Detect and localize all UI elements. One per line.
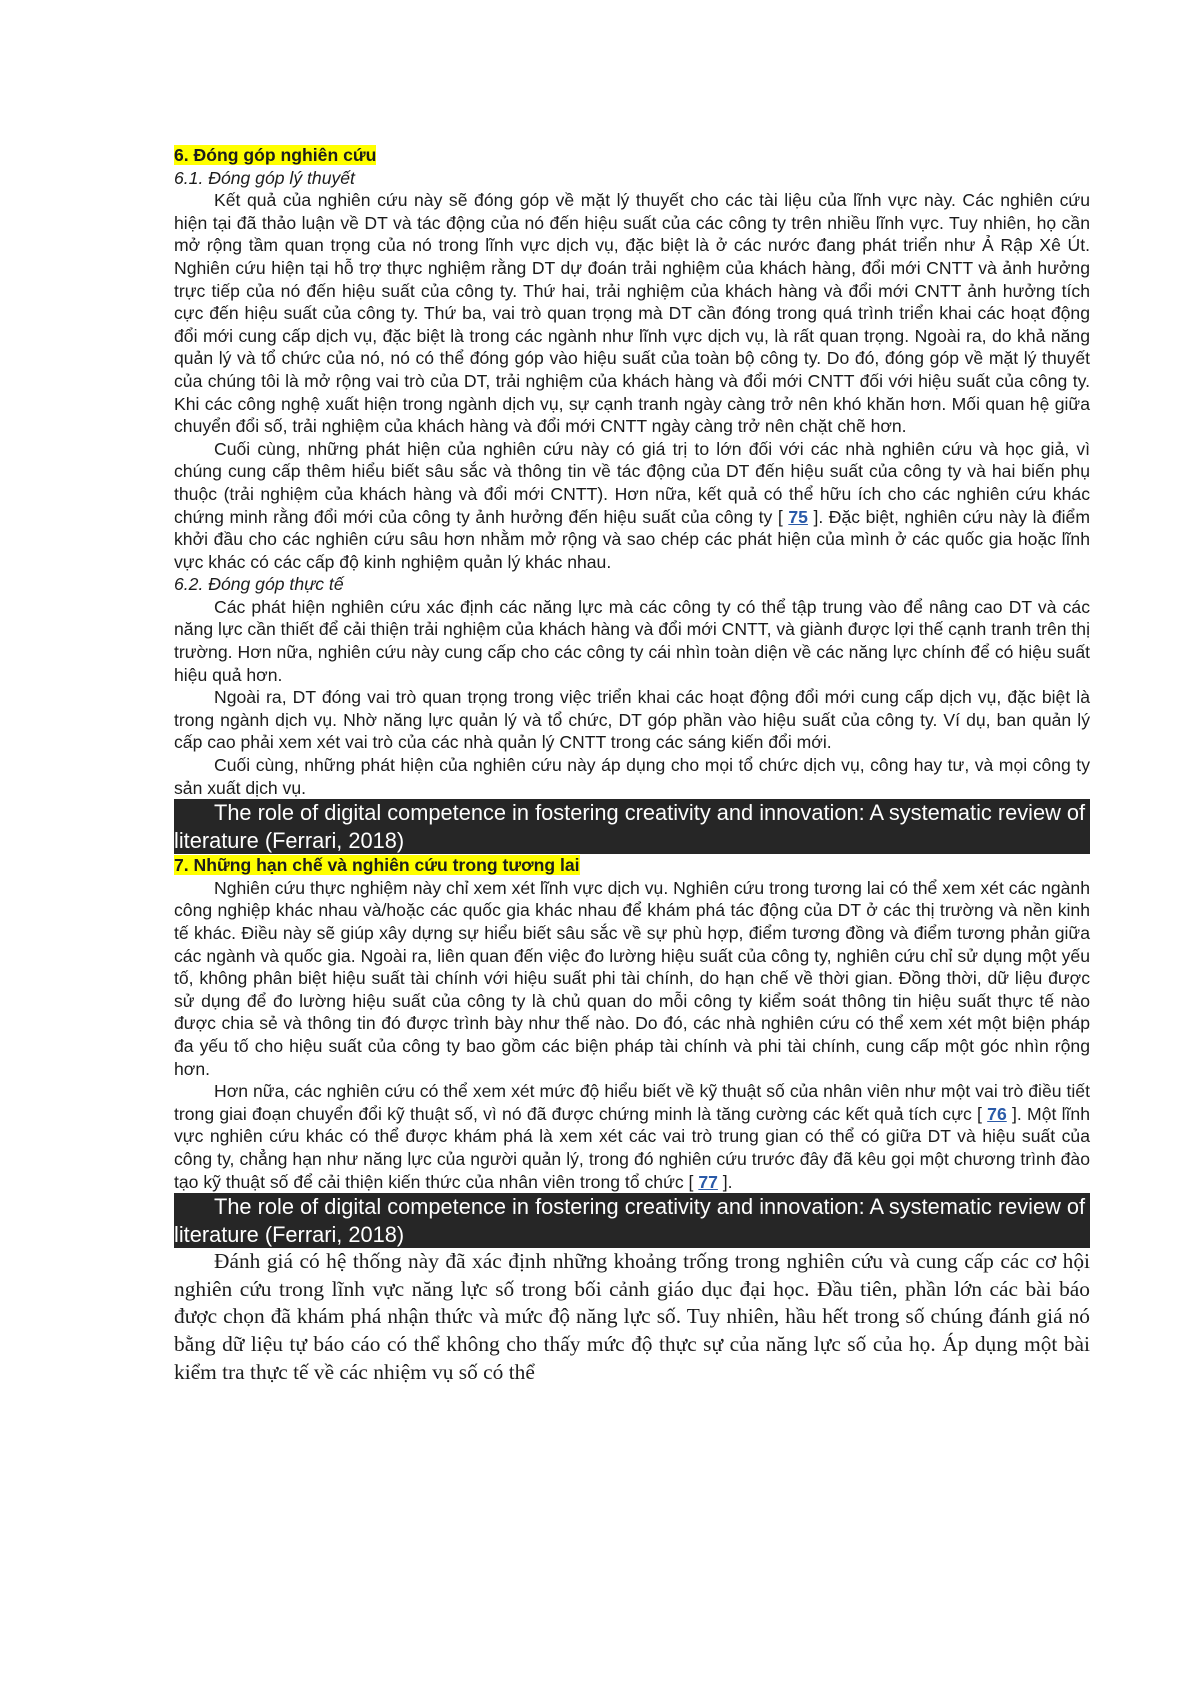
section-6-2-paragraph-3: Cuối cùng, những phát hiện của nghiên cứu này áp dụng cho mọi tổ chức dịch vụ, công hay tư, và mọi công ty sản xuất dịch vụ. — [174, 755, 1090, 798]
paragraph-text: ]. — [717, 1171, 733, 1192]
section-6-2-heading: 6.2. Đóng góp thực tế — [174, 574, 344, 595]
section-6-1-paragraph-2 — [174, 438, 1090, 574]
paragraph-text: Hơn nữa, các nghiên cứu có thể xem xét mức độ hiểu biết về kỹ thuật số của nhân viên như một vai trò điều tiết trong giai đoạn chuyển đổi kỹ thuật số, vì nó đã được chứng minh là tăng cường các kết quả tích cực [ — [174, 1081, 1090, 1124]
section-7-heading-text: 7. Những hạn chế và nghiên cứu trong tương lai — [174, 855, 580, 876]
section-6-1-heading: 6.1. Đóng góp lý thuyết — [174, 167, 355, 188]
document-page — [174, 144, 1090, 1386]
section-6-heading — [174, 144, 1090, 167]
section-7-paragraph-2 — [174, 1080, 1090, 1193]
citation-link-77[interactable]: 77 — [698, 1171, 718, 1192]
section-6-heading-text: 6. Đóng góp nghiên cứu — [174, 145, 377, 165]
paragraph-text: ]. Một lĩnh vực nghiên cứu khác có thể được khám phá là xem xét các vai trò trung gian có thể có giữa DT và hiệu suất của công ty, chẳng hạn như năng lực của người quản lý, trong đó nghiên cứu trước đây đã kêu gọi một chương trình đào tạo kỹ thuật số để cải thiện kiến thức của nhân viên trong tổ chức [ — [174, 1103, 1090, 1192]
paragraph-text: ]. Đặc biệt, nghiên cứu này là điểm khởi đầu cho các nghiên cứu sâu hơn nhằm mở rộng và sao chép các phát hiện của mình ở các quốc gia hoặc lĩnh vực khác có các cấp độ kinh nghiệm quản lý khác nhau. — [174, 506, 1090, 572]
paragraph-text: Cuối cùng, những phát hiện của nghiên cứu này có giá trị to lớn đối với các nhà nghiên cứu và học giả, vì chúng cung cấp thêm hiểu biết sâu sắc và thông tin về tác động của DT đến hiệu suất của công ty và hai biến phụ thuộc (trải nghiệm của khách hàng và đổi mới CNTT). Hơn nữa, kết quả có thể hữu ích cho các nghiên cứu khác chứng minh rằng đổi mới của công ty ảnh hưởng đến hiệu suất của công ty [ — [174, 438, 1090, 527]
citation-link-76[interactable]: 76 — [987, 1103, 1007, 1124]
section-6-2-paragraph-1: Các phát hiện nghiên cứu xác định các năng lực mà các công ty có thể tập trung vào để nâng cao DT và các năng lực cần thiết để cải thiện trải nghiệm của khách hàng và đổi mới CNTT, và giành được lợi thế cạnh tranh trên thị trường. Hơn nữa, nghiên cứu này cung cấp cho các công ty cái nhìn toàn diện về các năng lực chính để có hiệu suất hiệu quả hơn. — [174, 596, 1090, 685]
section-6-2-paragraph-2: Ngoài ra, DT đóng vai trò quan trọng trong việc triển khai các hoạt động đổi mới cung cấp dịch vụ, đặc biệt là trong ngành dịch vụ. Nhờ năng lực quản lý và tổ chức, DT góp phần vào hiệu suất của công ty. Ví dụ, ban quản lý cấp cao phải xem xét vai trò của các nhà quản lý CNTT trong các sáng kiến đổi mới. — [174, 687, 1090, 753]
citation-link-75[interactable]: 75 — [788, 506, 808, 527]
section-7-heading — [174, 854, 1090, 877]
section-7-paragraph-1: Nghiên cứu thực nghiệm này chỉ xem xét lĩnh vực dịch vụ. Nghiên cứu trong tương lai có thể xem xét các ngành công nghiệp khác nhau và/hoặc các quốc gia khác nhau để khám phá tác động của DT ở các thị trường và nền kinh tế khác. Điều này sẽ giúp xây dựng sự hiểu biết sâu sắc về sự phù hợp, điểm tương đồng và điểm tương phản giữa các ngành và quốc gia. Ngoài ra, liên quan đến việc đo lường hiệu suất của công ty, nghiên cứu chỉ sử dụng một yếu tố, không phân biệt hiệu suất tài chính với hiệu suất phi tài chính, do hạn chế về thời gian. Đồng thời, dữ liệu được sử dụng để đo lường hiệu suất của công ty là chủ quan do mỗi công ty kiểm soát thông tin hiệu suất thực tế nào được chia sẻ và thông tin đó được trình bày như thế nào. Do đó, các nhà nghiên cứu có thể xem xét một biện pháp đa yếu tố cho hiệu suất của công ty bao gồm các biện pháp tài chính và phi tài chính, cung cấp một góc nhìn rộng hơn. — [174, 877, 1090, 1079]
reference-banner-2: The role of digital competence in fostering creativity and innovation: A systematic review of literature (Ferrari, 2018) — [174, 1193, 1090, 1248]
closing-paragraph: Đánh giá có hệ thống này đã xác định những khoảng trống trong nghiên cứu và cung cấp các cơ hội nghiên cứu trong lĩnh vực năng lực số trong bối cảnh giáo dục đại học. Đầu tiên, phần lớn các bài báo được chọn đã khám phá nhận thức và mức độ năng lực số. Tuy nhiên, hầu hết trong số chúng đánh giá nó bằng dữ liệu tự báo cáo có thể không cho thấy mức độ thực sự của năng lực số của họ. Áp dụng một bài kiểm tra thực tế về các nhiệm vụ số có thể — [174, 1249, 1090, 1384]
section-6-1-paragraph-1: Kết quả của nghiên cứu này sẽ đóng góp về mặt lý thuyết cho các tài liệu của lĩnh vực này. Các nghiên cứu hiện tại đã thảo luận về DT và tác động của nó đến hiệu suất của các công ty trên nhiều lĩnh vực. Tuy nhiên, họ cần mở rộng tầm quan trọng của nó trong lĩnh vực dịch vụ, đặc biệt là ở các nước đang phát triển như Ả Rập Xê Út. Nghiên cứu hiện tại hỗ trợ thực nghiệm rằng DT dự đoán trải nghiệm của khách hàng, đổi mới CNTT và ảnh hưởng trực tiếp của nó đến hiệu suất của công ty. Thứ hai, trải nghiệm của khách hàng và đổi mới CNTT ảnh hưởng tích cực đến hiệu suất của công ty. Thứ ba, vai trò quan trọng mà DT cần đóng trong quá trình triển khai các hoạt động đổi mới cung cấp dịch vụ, đặc biệt là trong các ngành như lĩnh vực dịch vụ, là rất quan trọng. Ngoài ra, do khả năng quản lý và tổ chức của nó, nó có thể đóng góp vào hiệu suất của toàn bộ công ty. Do đó, đóng góp về mặt lý thuyết của chúng tôi là mở rộng vai trò của DT, trải nghiệm của khách hàng và đổi mới CNTT đối với hiệu suất của công ty. Khi các công nghệ xuất hiện trong ngành dịch vụ, sự cạnh tranh ngày càng trở nên khó khăn hơn. Mối quan hệ giữa chuyển đổi số, trải nghiệm của khách hàng và đổi mới CNTT ngày càng trở nên chặt chẽ hơn. — [174, 190, 1090, 437]
reference-banner-1: The role of digital competence in fostering creativity and innovation: A systematic review of literature (Ferrari, 2018) — [174, 799, 1090, 854]
